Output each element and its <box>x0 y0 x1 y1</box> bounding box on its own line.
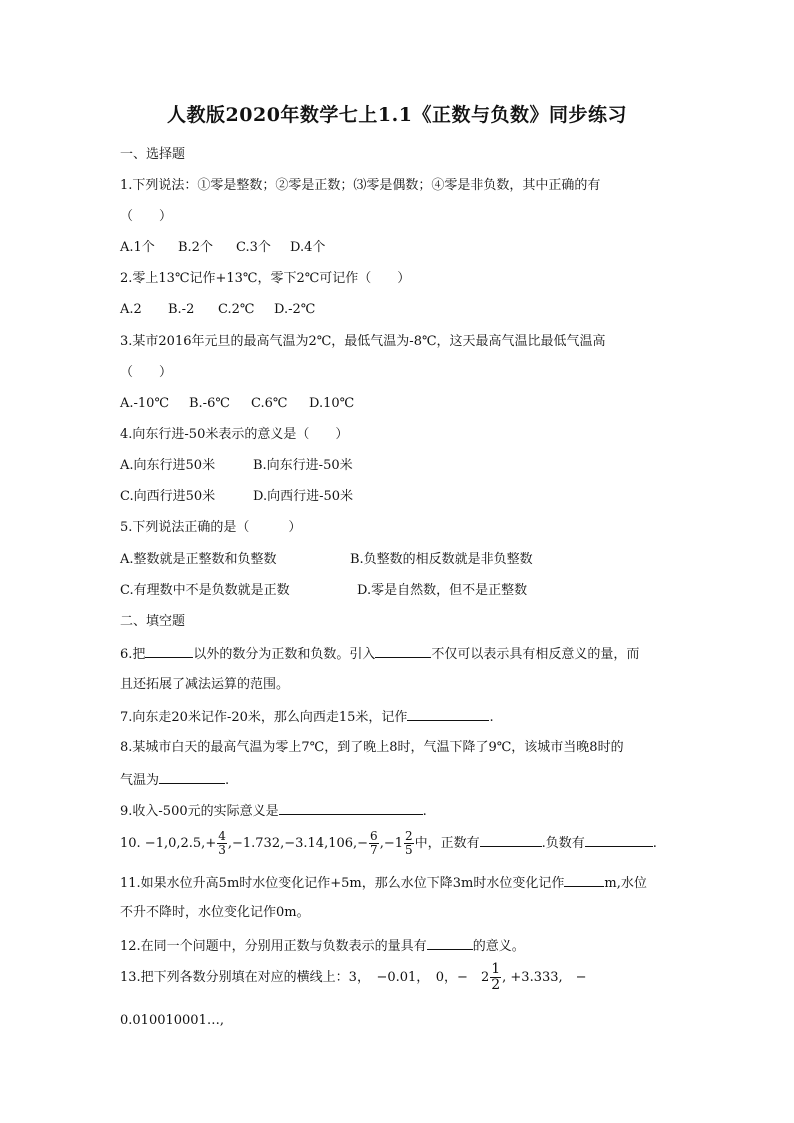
question-4-option-d: D.向西行进-50米 <box>253 489 354 504</box>
question-11-unit: m,水位 <box>604 876 647 891</box>
question-1-paren: （ ） <box>120 209 173 224</box>
question-12 <box>120 936 525 956</box>
question-7-blank <box>407 707 489 721</box>
question-3-option-a: A.-10℃ <box>120 396 169 411</box>
fraction-4-3: $\frac{4}{3}$ <box>218 829 226 857</box>
question-6-line-1 <box>120 644 639 664</box>
question-5-text: 5.下列说法正确的是（ ） <box>120 520 302 535</box>
question-3-option-c: C.6℃ <box>251 396 288 411</box>
question-5-option-a: A.整数就是正整数和负整数 <box>120 552 277 567</box>
question-10-mid-2: ,−1 <box>379 836 403 851</box>
question-10-tail: 中，正数有 <box>414 836 480 851</box>
question-11-line-1 <box>120 873 647 893</box>
question-7-end: . <box>489 710 494 725</box>
question-12-blank <box>427 936 473 950</box>
question-10-blank-positive <box>480 833 542 847</box>
fraction-1-2: $\frac{1}{2}$ <box>491 961 501 993</box>
question-6-blank-1 <box>145 644 193 658</box>
question-2-option-c: C.2℃ <box>218 302 255 317</box>
fraction-2-5: $\frac{2}{5}$ <box>404 829 413 857</box>
question-10-lead: 10. −1,0,2.5,+ <box>120 836 217 851</box>
question-5-option-d: D.零是自然数，但不是正整数 <box>357 583 528 598</box>
question-1-option-d: D.4个 <box>290 240 326 255</box>
question-13-text: 13.把下列各数分别填在对应的横线上：3， −0.01， 0，− 2 <box>120 970 490 985</box>
question-10-end: . <box>652 836 657 851</box>
section-heading-choice: 一、选择题 <box>120 147 186 162</box>
question-8-line-1: 8.某城市白天的最高气温为零上7℃，到了晚上8时，气温下降了9℃，该城市当晚8时的 <box>120 740 624 755</box>
question-8-part-a: 气温为 <box>120 773 160 788</box>
question-13-line-2: 0.010010001…, <box>120 1013 224 1028</box>
question-8-end: . <box>225 773 230 788</box>
question-2-text: 2.零上13℃记作+13℃，零下2℃可记作（ ） <box>120 271 411 286</box>
question-8-blank <box>159 770 225 784</box>
question-4-option-c: C.向西行进50米 <box>120 489 216 504</box>
question-1-text: 1.下列说法：①零是整数；②零是正数；⑶零是偶数；④零是非负数，其中正确的有 <box>120 178 601 193</box>
question-2-option-b: B.-2 <box>168 302 195 317</box>
question-2-option-d: D.-2℃ <box>274 302 316 317</box>
question-3-option-d: D.10℃ <box>309 396 355 411</box>
section-heading-fill: 二、填空题 <box>120 614 186 629</box>
question-3-text: 3.某市2016年元旦的最高气温为2℃，最低气温为-8℃，这天最高气温比最低气温高 <box>120 334 606 349</box>
question-10-neg-label: .负数有 <box>541 836 585 851</box>
question-4-text: 4.向东行进-50米表示的意义是（ ） <box>120 427 349 442</box>
question-10-blank-negative <box>585 833 653 847</box>
question-9 <box>120 801 427 821</box>
question-1-option-c: C.3个 <box>236 240 271 255</box>
fraction-6-7: $\frac{6}{7}$ <box>370 829 378 857</box>
question-9-end: . <box>422 804 427 819</box>
question-5-option-b: B.负整数的相反数就是非负整数 <box>350 552 533 567</box>
question-13-line-1 <box>120 962 587 993</box>
question-12-text: 12.在同一个问题中，分别用正数与负数表示的量具有 <box>120 939 427 954</box>
question-5-option-c: C.有理数中不是负数就是正数 <box>120 583 290 598</box>
question-11-text: 11.如果水位升高5m时水位变化记作+5m，那么水位下降3m时水位变化记作 <box>120 876 565 891</box>
question-3-option-b: B.-6℃ <box>189 396 230 411</box>
question-6-line-2: 且还拓展了减法运算的范围。 <box>120 677 290 692</box>
question-4-option-b: B.向东行进-50米 <box>253 458 353 473</box>
question-4-option-a: A.向东行进50米 <box>120 458 216 473</box>
question-13-rest: , +3.333, − <box>502 970 587 985</box>
question-10 <box>120 830 657 858</box>
question-3-paren: （ ） <box>120 365 173 380</box>
question-7-text: 7.向东走20米记作-20米，那么向西走15米，记作 <box>120 710 408 725</box>
question-6-part-a: 6.把 <box>120 647 146 662</box>
question-9-blank <box>279 801 423 815</box>
question-11-blank <box>564 873 604 887</box>
question-7 <box>120 707 494 727</box>
question-10-mid: ,−1.732,−3.14,106,− <box>227 836 369 851</box>
question-2-option-a: A.2 <box>120 302 142 317</box>
question-6-blank-2 <box>375 644 431 658</box>
question-1-option-b: B.2个 <box>178 240 213 255</box>
page-title: 人教版2020年数学七上1.1《正数与负数》同步练习 <box>167 104 627 126</box>
question-11-line-2: 不升不降时，水位变化记作0m。 <box>120 905 310 920</box>
question-9-text: 9.收入-500元的实际意义是 <box>120 804 279 819</box>
question-6-part-b: 以外的数分为正数和负数。引入 <box>193 647 376 662</box>
question-1-option-a: A.1个 <box>120 240 155 255</box>
question-8-line-2 <box>120 770 229 790</box>
question-12-end: 的意义。 <box>472 939 525 954</box>
question-6-part-c: 不仅可以表示具有相反意义的量，而 <box>431 647 640 662</box>
